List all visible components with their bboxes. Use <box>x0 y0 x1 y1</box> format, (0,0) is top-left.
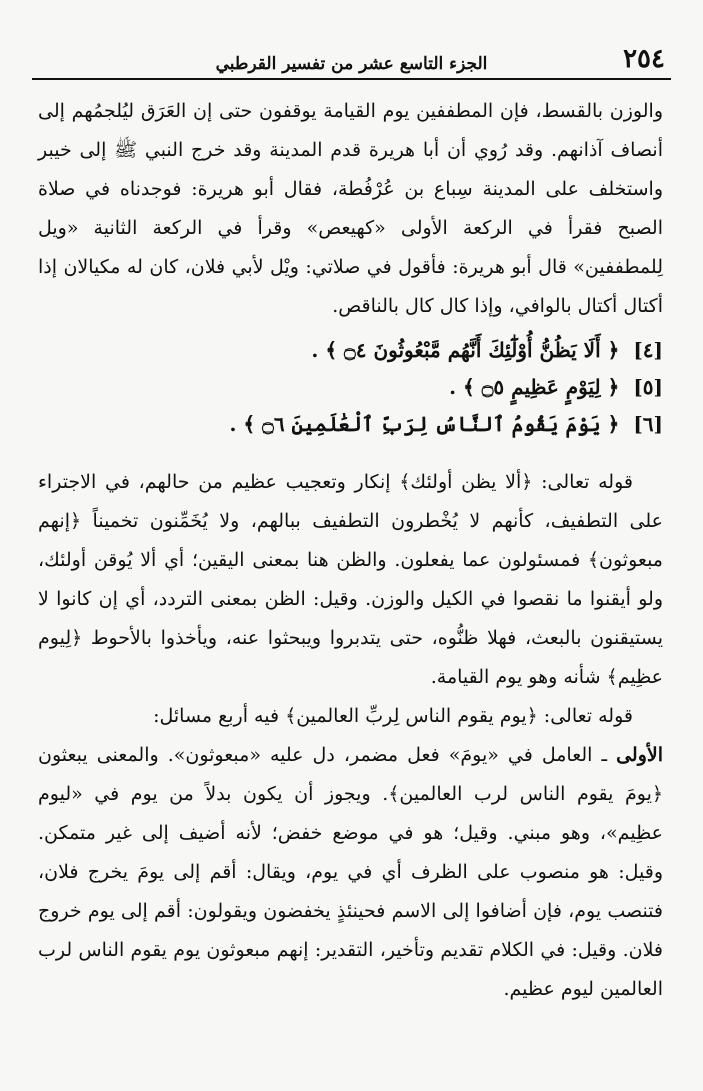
issue-heading: الأولى <box>616 744 663 766</box>
verse-number: [٥] <box>633 375 663 399</box>
paragraph-4-text: ـ العامل في «يومَ» فعل مضمر، دل عليه «مبعوثون». والمعنى يبعثون ﴿يومَ يقوم الناس لرب العالمين﴾. ويجوز أن يكون بدلاً من يوم في «ليوم عظِيم»، وهو مبني. وقيل؛ هو في موضع خفض؛ لأنه أضيف إلى غير متمكن. وقيل: هو منصوب على الظرف أي في يوم، ويقال: أقم إلى يومَ يخرج فلان، فتنصب يوم، فإن أضافوا إلى الاسم فحينئذٍ يخفضون ويقولون: أقم إلى يوم خروج فلان. وقيل: في الكلام تقديم وتأخير، التقدير: إنهم مبعوثون يوم يقوم الناس لرب العالمين ليوم عظيم. <box>38 744 663 1000</box>
verse-text: ﴿ أَلَا يَظُنُّ أُوْلَٰٓئِكَ أَنَّهُم مَّبْعُوثُونَ ۝٤ ﴾ . <box>311 338 620 362</box>
verse-number: [٦] <box>633 412 663 436</box>
verse-number: [٤] <box>633 338 663 362</box>
paragraph-1: والوزن بالقسط، فإن المطففين يوم القيامة يوقفون حتى إن العَرَق ليُلجمُهم إلى أنصاف آذانهم. وقد رُوي أن أبا هريرة قدم المدينة وقد خرج النبي ﷺ إلى خيبر واستخلف على المدينة سِباع بن عُرْفُطة، فقال أبو هريرة: فوجدناه في صلاة الصبح فقرأ في الركعة الأولى «كهيعص» وقرأ في الركعة الثانية «ويل لِلمطففين» قال أبو هريرة: فأقول في صلاتي: ويْل لأبي فلان، كان له مكيالان إذا أكتال أكتال بالوافي، وإذا كال كال بالناقص. <box>38 100 663 317</box>
page-content <box>38 92 663 1009</box>
verse-6 <box>38 406 663 443</box>
verse-text: ﴿ يَوْمَ يَقُومُ ٱلنَّاسُ لِرَبِّ ٱلْعَٰلَمِينَ ۝٦ ﴾ . <box>229 412 620 436</box>
page-header <box>32 36 671 80</box>
paragraph-4 <box>38 736 663 1009</box>
paragraph-2: قوله تعالى: ﴿ألا يظن أولئك﴾ إنكار وتعجيب عظيم من حالهم، في الاجتراء على التطفيف، كأنهم لا يُخْطرون التطفيف ببالهم، ولا يُخَمِّنون تخميناً ﴿إنهم مبعوثون﴾ فمسئولون عما يفعلون. والظن هنا بمعنى اليقين؛ أي ألا يُوقن أولئك، ولو أيقنوا ما نقصوا في الكيل والوزن. وقيل: الظن بمعنى التردد، أي إن كانوا لا يستيقنون بالبعث، فهلا ظنُّوه، حتى يتدبروا ويبحثوا عنه، ويأخذوا بالأحوط ﴿لِيوم عظِيم﴾ شأنه وهو يوم القيامة. <box>38 471 663 688</box>
running-title: الجزء التاسع عشر من تفسير القرطبي <box>215 54 488 74</box>
quran-verses <box>38 332 663 443</box>
paragraph-3: قوله تعالى: ﴿يوم يقوم الناس لِربِّ العالمين﴾ فيه أربع مسائل: <box>153 705 633 727</box>
verse-5 <box>38 369 663 406</box>
verse-4 <box>38 332 663 369</box>
verse-text: ﴿ لِيَوْمٍ عَظِيمٍ ۝٥ ﴾ . <box>449 375 620 399</box>
page-number: ٢٥٤ <box>623 44 665 74</box>
